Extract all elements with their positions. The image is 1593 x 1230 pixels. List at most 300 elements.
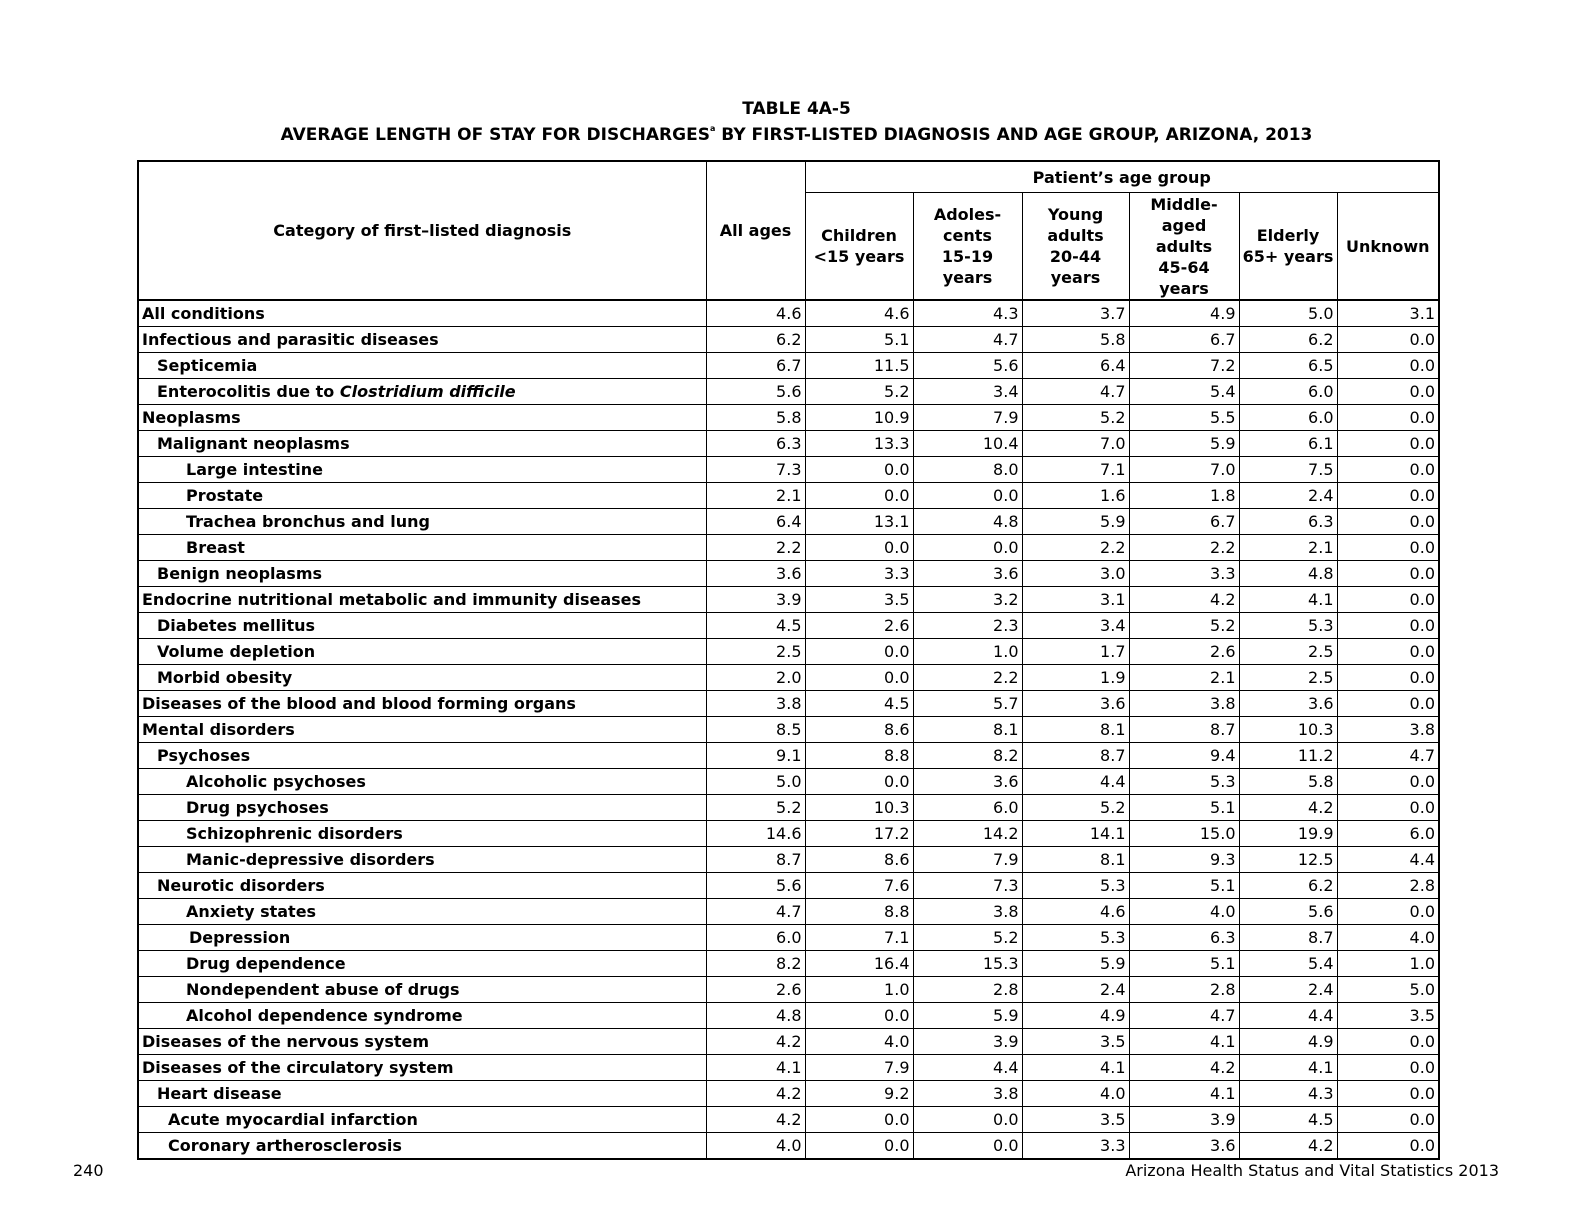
table-row (138, 899, 1439, 925)
value-cell: 4.3 (1239, 1081, 1337, 1107)
value-cell: 8.7 (1022, 743, 1129, 769)
table-subtitle (0, 125, 1593, 145)
value-cell: 5.9 (913, 1003, 1022, 1029)
row-label (138, 639, 706, 665)
value-cell: 9.2 (805, 1081, 913, 1107)
value-cell: 10.3 (805, 795, 913, 821)
row-label-text: Morbid obesity (157, 667, 293, 687)
table-row (138, 847, 1439, 873)
value-cell: 4.1 (1129, 1029, 1239, 1055)
value-cell: 4.4 (1239, 1003, 1337, 1029)
value-cell: 5.4 (1129, 379, 1239, 405)
table-row (138, 379, 1439, 405)
value-cell: 0.0 (1337, 431, 1439, 457)
value-cell: 2.2 (913, 665, 1022, 691)
value-cell: 4.4 (913, 1055, 1022, 1081)
col-header-adolescents (913, 193, 1022, 301)
value-cell: 2.5 (706, 639, 805, 665)
row-label (138, 769, 706, 795)
row-label (138, 665, 706, 691)
value-cell: 4.4 (1022, 769, 1129, 795)
value-cell: 4.5 (706, 613, 805, 639)
publication-name: Arizona Health Status and Vital Statistics 2013 (1125, 1161, 1499, 1180)
value-cell: 1.0 (805, 977, 913, 1003)
col-header-elderly (1239, 193, 1337, 301)
value-cell: 2.6 (805, 613, 913, 639)
footnote-marker: a (709, 124, 716, 133)
value-cell: 5.9 (1129, 431, 1239, 457)
table-row (138, 691, 1439, 717)
value-cell: 4.2 (1129, 1055, 1239, 1081)
value-cell: 6.0 (1239, 405, 1337, 431)
value-cell: 3.9 (706, 587, 805, 613)
table-row (138, 821, 1439, 847)
value-cell: 3.8 (706, 691, 805, 717)
value-cell: 5.6 (1239, 899, 1337, 925)
value-cell: 6.2 (1239, 327, 1337, 353)
value-cell: 5.7 (913, 691, 1022, 717)
value-cell: 0.0 (1337, 561, 1439, 587)
value-cell: 4.2 (706, 1107, 805, 1133)
row-label-text: Volume depletion (157, 641, 316, 661)
value-cell: 6.0 (1239, 379, 1337, 405)
value-cell: 6.7 (1129, 509, 1239, 535)
subtitle-main: AVERAGE LENGTH OF STAY FOR DISCHARGES (280, 125, 710, 145)
value-cell: 4.2 (1129, 587, 1239, 613)
row-label-text: Breast (186, 537, 245, 557)
col-header-line: Adoles- (933, 205, 1002, 224)
value-cell: 3.5 (805, 587, 913, 613)
table-row (138, 1081, 1439, 1107)
row-label-text: Endocrine nutritional metabolic and immunity diseases (142, 589, 642, 609)
value-cell: 4.3 (913, 300, 1022, 327)
row-label (138, 483, 706, 509)
value-cell: 4.1 (706, 1055, 805, 1081)
col-header-line: cents (943, 226, 992, 245)
row-label-text: Diseases of the blood and blood forming organs (142, 693, 576, 713)
col-header-line: years (1050, 268, 1101, 287)
value-cell: 0.0 (1337, 1081, 1439, 1107)
value-cell: 3.6 (1022, 691, 1129, 717)
page-number: 240 (73, 1161, 104, 1180)
value-cell: 1.0 (913, 639, 1022, 665)
row-label (138, 535, 706, 561)
value-cell: 4.9 (1129, 300, 1239, 327)
col-header-line: years (1159, 278, 1209, 298)
value-cell: 1.0 (1337, 951, 1439, 977)
value-cell: 5.9 (1022, 509, 1129, 535)
value-cell: 0.0 (1337, 535, 1439, 561)
col-header-line: Middle- (1150, 194, 1218, 214)
value-cell: 5.2 (1022, 795, 1129, 821)
value-cell: 4.9 (1022, 1003, 1129, 1029)
row-label (138, 353, 706, 379)
value-cell: 0.0 (1337, 1133, 1439, 1160)
value-cell: 6.3 (1129, 925, 1239, 951)
value-cell: 2.2 (706, 535, 805, 561)
value-cell: 6.2 (706, 327, 805, 353)
col-header-unknown (1337, 193, 1439, 301)
row-label-text: Prostate (186, 485, 264, 505)
value-cell: 15.3 (913, 951, 1022, 977)
data-table (137, 160, 1440, 1160)
value-cell: 0.0 (805, 665, 913, 691)
value-cell: 1.9 (1022, 665, 1129, 691)
row-label-italic: Clostridium difficile (339, 381, 516, 401)
table-row (138, 535, 1439, 561)
value-cell: 3.8 (913, 1081, 1022, 1107)
value-cell: 3.4 (1022, 613, 1129, 639)
value-cell: 6.5 (1239, 353, 1337, 379)
value-cell: 4.7 (1337, 743, 1439, 769)
value-cell: 0.0 (1337, 379, 1439, 405)
row-label-text: Coronary artherosclerosis (168, 1135, 402, 1155)
row-label (138, 977, 706, 1003)
value-cell: 4.0 (1022, 1081, 1129, 1107)
value-cell: 4.9 (1239, 1029, 1337, 1055)
row-label-text: Enterocolitis due to (157, 381, 340, 401)
value-cell: 3.4 (913, 379, 1022, 405)
row-label-text: All conditions (142, 303, 265, 323)
value-cell: 3.7 (1022, 300, 1129, 327)
value-cell: 3.6 (913, 561, 1022, 587)
value-cell: 0.0 (805, 1003, 913, 1029)
value-cell: 8.0 (913, 457, 1022, 483)
age-group-header: Patient’s age group (805, 161, 1439, 193)
value-cell: 3.3 (1022, 1133, 1129, 1160)
value-cell: 3.3 (805, 561, 913, 587)
value-cell: 0.0 (805, 769, 913, 795)
value-cell: 5.6 (706, 379, 805, 405)
row-label (138, 1133, 706, 1160)
value-cell: 8.7 (706, 847, 805, 873)
row-label (138, 457, 706, 483)
table-row (138, 743, 1439, 769)
value-cell: 2.4 (1022, 977, 1129, 1003)
value-cell: 0.0 (1337, 327, 1439, 353)
value-cell: 2.0 (706, 665, 805, 691)
row-label-text: Psychoses (157, 745, 251, 765)
value-cell: 4.7 (1022, 379, 1129, 405)
row-label-text: Nondependent abuse of drugs (186, 979, 460, 999)
row-label (138, 431, 706, 457)
row-label (138, 405, 706, 431)
value-cell: 6.2 (1239, 873, 1337, 899)
value-cell: 4.6 (805, 300, 913, 327)
value-cell: 4.1 (1239, 1055, 1337, 1081)
row-label (138, 847, 706, 873)
row-label (138, 509, 706, 535)
value-cell: 0.0 (1337, 613, 1439, 639)
value-cell: 4.2 (706, 1029, 805, 1055)
row-label-text: Alcohol dependence syndrome (186, 1005, 463, 1025)
table-row (138, 509, 1439, 535)
col-header-line: Elderly (1256, 226, 1320, 245)
row-label (138, 561, 706, 587)
value-cell: 5.0 (1337, 977, 1439, 1003)
value-cell: 0.0 (1337, 457, 1439, 483)
row-label-text: Benign neoplasms (157, 563, 323, 583)
value-cell: 6.0 (1337, 821, 1439, 847)
col-header-line: 15-19 (941, 247, 994, 266)
row-label (138, 1029, 706, 1055)
value-cell: 6.4 (706, 509, 805, 535)
value-cell: 7.1 (805, 925, 913, 951)
value-cell: 4.6 (706, 300, 805, 327)
value-cell: 5.8 (1022, 327, 1129, 353)
table-title: TABLE 4A-5 (742, 99, 851, 119)
value-cell: 0.0 (1337, 795, 1439, 821)
value-cell: 2.6 (1129, 639, 1239, 665)
value-cell: 2.2 (1022, 535, 1129, 561)
value-cell: 5.9 (1022, 951, 1129, 977)
table-row (138, 327, 1439, 353)
value-cell: 5.0 (1239, 300, 1337, 327)
value-cell: 2.8 (1337, 873, 1439, 899)
value-cell: 8.2 (913, 743, 1022, 769)
value-cell: 4.5 (805, 691, 913, 717)
value-cell: 2.1 (706, 483, 805, 509)
value-cell: 3.8 (1129, 691, 1239, 717)
value-cell: 5.3 (1239, 613, 1337, 639)
col-header-line: years (942, 268, 993, 287)
value-cell: 3.6 (706, 561, 805, 587)
value-cell: 3.9 (1129, 1107, 1239, 1133)
value-cell: 0.0 (913, 1107, 1022, 1133)
value-cell: 4.7 (1129, 1003, 1239, 1029)
value-cell: 7.9 (913, 847, 1022, 873)
table-row (138, 925, 1439, 951)
value-cell: 14.2 (913, 821, 1022, 847)
value-cell: 1.7 (1022, 639, 1129, 665)
value-cell: 1.6 (1022, 483, 1129, 509)
value-cell: 0.0 (1337, 353, 1439, 379)
row-label (138, 327, 706, 353)
value-cell: 11.2 (1239, 743, 1337, 769)
value-cell: 4.8 (1239, 561, 1337, 587)
table-row (138, 717, 1439, 743)
value-cell: 4.5 (1239, 1107, 1337, 1133)
col-header-line: adults (1155, 236, 1213, 256)
row-label-text: Diseases of the nervous system (142, 1031, 430, 1051)
value-cell: 7.3 (913, 873, 1022, 899)
value-cell: 15.0 (1129, 821, 1239, 847)
value-cell: 0.0 (1337, 1055, 1439, 1081)
row-label-text: Drug dependence (186, 953, 346, 973)
value-cell: 6.0 (913, 795, 1022, 821)
value-cell: 0.0 (805, 1133, 913, 1160)
value-cell: 2.3 (913, 613, 1022, 639)
value-cell: 5.2 (1129, 613, 1239, 639)
table-row (138, 769, 1439, 795)
table-row (138, 483, 1439, 509)
value-cell: 8.1 (1022, 847, 1129, 873)
row-label-text: Alcoholic psychoses (186, 771, 366, 791)
col-header-line: adults (1047, 226, 1104, 245)
value-cell: 0.0 (913, 535, 1022, 561)
value-cell: 3.5 (1022, 1107, 1129, 1133)
table-row (138, 561, 1439, 587)
col-header-young-adults (1022, 193, 1129, 301)
value-cell: 0.0 (1337, 587, 1439, 613)
value-cell: 5.1 (1129, 795, 1239, 821)
table-row (138, 431, 1439, 457)
value-cell: 0.0 (1337, 509, 1439, 535)
col-header-middle-aged-adults (1129, 193, 1239, 301)
row-label-text: Malignant neoplasms (157, 433, 350, 453)
value-cell: 0.0 (805, 639, 913, 665)
row-label-text: Depression (189, 927, 291, 947)
value-cell: 10.4 (913, 431, 1022, 457)
row-label (138, 587, 706, 613)
row-label-text: Mental disorders (142, 719, 295, 739)
row-label-text: Infectious and parasitic diseases (142, 329, 439, 349)
col-header-line: 20-44 (1049, 247, 1102, 266)
value-cell: 14.1 (1022, 821, 1129, 847)
col-header-line: 65+ years (1242, 247, 1334, 266)
row-label (138, 613, 706, 639)
table-row (138, 587, 1439, 613)
value-cell: 6.7 (1129, 327, 1239, 353)
value-cell: 10.9 (805, 405, 913, 431)
col-header-line: aged (1161, 215, 1207, 235)
row-label-text: Neoplasms (142, 407, 241, 427)
value-cell: 13.3 (805, 431, 913, 457)
row-label-text: Drug psychoses (186, 797, 329, 817)
value-cell: 8.5 (706, 717, 805, 743)
row-label (138, 925, 706, 951)
value-cell: 6.0 (706, 925, 805, 951)
value-cell: 0.0 (1337, 665, 1439, 691)
value-cell: 0.0 (805, 483, 913, 509)
value-cell: 6.3 (1239, 509, 1337, 535)
value-cell: 3.6 (913, 769, 1022, 795)
value-cell: 19.9 (1239, 821, 1337, 847)
value-cell: 2.2 (1129, 535, 1239, 561)
table-row (138, 665, 1439, 691)
value-cell: 7.5 (1239, 457, 1337, 483)
table-row (138, 405, 1439, 431)
value-cell: 5.0 (706, 769, 805, 795)
value-cell: 3.8 (913, 899, 1022, 925)
value-cell: 6.3 (706, 431, 805, 457)
value-cell: 8.1 (913, 717, 1022, 743)
value-cell: 0.0 (1337, 899, 1439, 925)
value-cell: 4.8 (706, 1003, 805, 1029)
value-cell: 3.0 (1022, 561, 1129, 587)
value-cell: 4.4 (1337, 847, 1439, 873)
value-cell: 0.0 (805, 535, 913, 561)
value-cell: 0.0 (1337, 1029, 1439, 1055)
row-label-text: Septicemia (157, 355, 258, 375)
value-cell: 0.0 (1337, 483, 1439, 509)
col-header-line: <15 years (813, 247, 905, 266)
value-cell: 5.2 (913, 925, 1022, 951)
value-cell: 4.0 (706, 1133, 805, 1160)
value-cell: 3.9 (913, 1029, 1022, 1055)
table-row (138, 613, 1439, 639)
value-cell: 5.3 (1022, 925, 1129, 951)
value-cell: 12.5 (1239, 847, 1337, 873)
row-label (138, 873, 706, 899)
value-cell: 0.0 (805, 1107, 913, 1133)
value-cell: 4.0 (1129, 899, 1239, 925)
col-header-line: Children (821, 226, 897, 245)
value-cell: 7.1 (1022, 457, 1129, 483)
table-row (138, 1133, 1439, 1160)
value-cell: 6.4 (1022, 353, 1129, 379)
value-cell: 9.3 (1129, 847, 1239, 873)
value-cell: 5.5 (1129, 405, 1239, 431)
value-cell: 5.3 (1022, 873, 1129, 899)
row-label-text: Anxiety states (186, 901, 317, 921)
value-cell: 8.7 (1239, 925, 1337, 951)
row-label-text: Schizophrenic disorders (186, 823, 403, 843)
value-cell: 5.2 (805, 379, 913, 405)
value-cell: 5.8 (706, 405, 805, 431)
value-cell: 0.0 (1337, 1107, 1439, 1133)
value-cell: 5.3 (1129, 769, 1239, 795)
value-cell: 0.0 (1337, 405, 1439, 431)
value-cell: 14.6 (706, 821, 805, 847)
value-cell: 3.5 (1337, 1003, 1439, 1029)
row-label-text: Neurotic disorders (157, 875, 325, 895)
value-cell: 2.1 (1239, 535, 1337, 561)
value-cell: 7.9 (805, 1055, 913, 1081)
value-cell: 9.1 (706, 743, 805, 769)
value-cell: 4.2 (1239, 795, 1337, 821)
row-label (138, 743, 706, 769)
table-row (138, 1107, 1439, 1133)
value-cell: 8.6 (805, 717, 913, 743)
table-row (138, 1029, 1439, 1055)
value-cell: 7.0 (1129, 457, 1239, 483)
value-cell: 2.1 (1129, 665, 1239, 691)
value-cell: 4.1 (1022, 1055, 1129, 1081)
value-cell: 8.7 (1129, 717, 1239, 743)
row-label (138, 691, 706, 717)
value-cell: 5.4 (1239, 951, 1337, 977)
value-cell: 2.4 (1239, 977, 1337, 1003)
row-label (138, 1003, 706, 1029)
category-header: Category of first–listed diagnosis (138, 161, 706, 300)
value-cell: 13.1 (805, 509, 913, 535)
value-cell: 5.1 (1129, 873, 1239, 899)
value-cell: 10.3 (1239, 717, 1337, 743)
value-cell: 0.0 (913, 1133, 1022, 1160)
value-cell: 3.8 (1337, 717, 1439, 743)
value-cell: 3.5 (1022, 1029, 1129, 1055)
value-cell: 0.0 (805, 457, 913, 483)
value-cell: 8.8 (805, 743, 913, 769)
row-label-text: Heart disease (157, 1083, 282, 1103)
row-label-text: Acute myocardial infarction (168, 1109, 418, 1129)
value-cell: 4.2 (1239, 1133, 1337, 1160)
row-label-text: Manic-depressive disorders (186, 849, 435, 869)
value-cell: 3.3 (1129, 561, 1239, 587)
table-row (138, 353, 1439, 379)
value-cell: 0.0 (1337, 691, 1439, 717)
row-label (138, 899, 706, 925)
value-cell: 3.1 (1022, 587, 1129, 613)
table-row (138, 873, 1439, 899)
row-label (138, 821, 706, 847)
table-row (138, 795, 1439, 821)
value-cell: 4.7 (913, 327, 1022, 353)
value-cell: 16.4 (805, 951, 913, 977)
table-row (138, 457, 1439, 483)
value-cell: 1.8 (1129, 483, 1239, 509)
